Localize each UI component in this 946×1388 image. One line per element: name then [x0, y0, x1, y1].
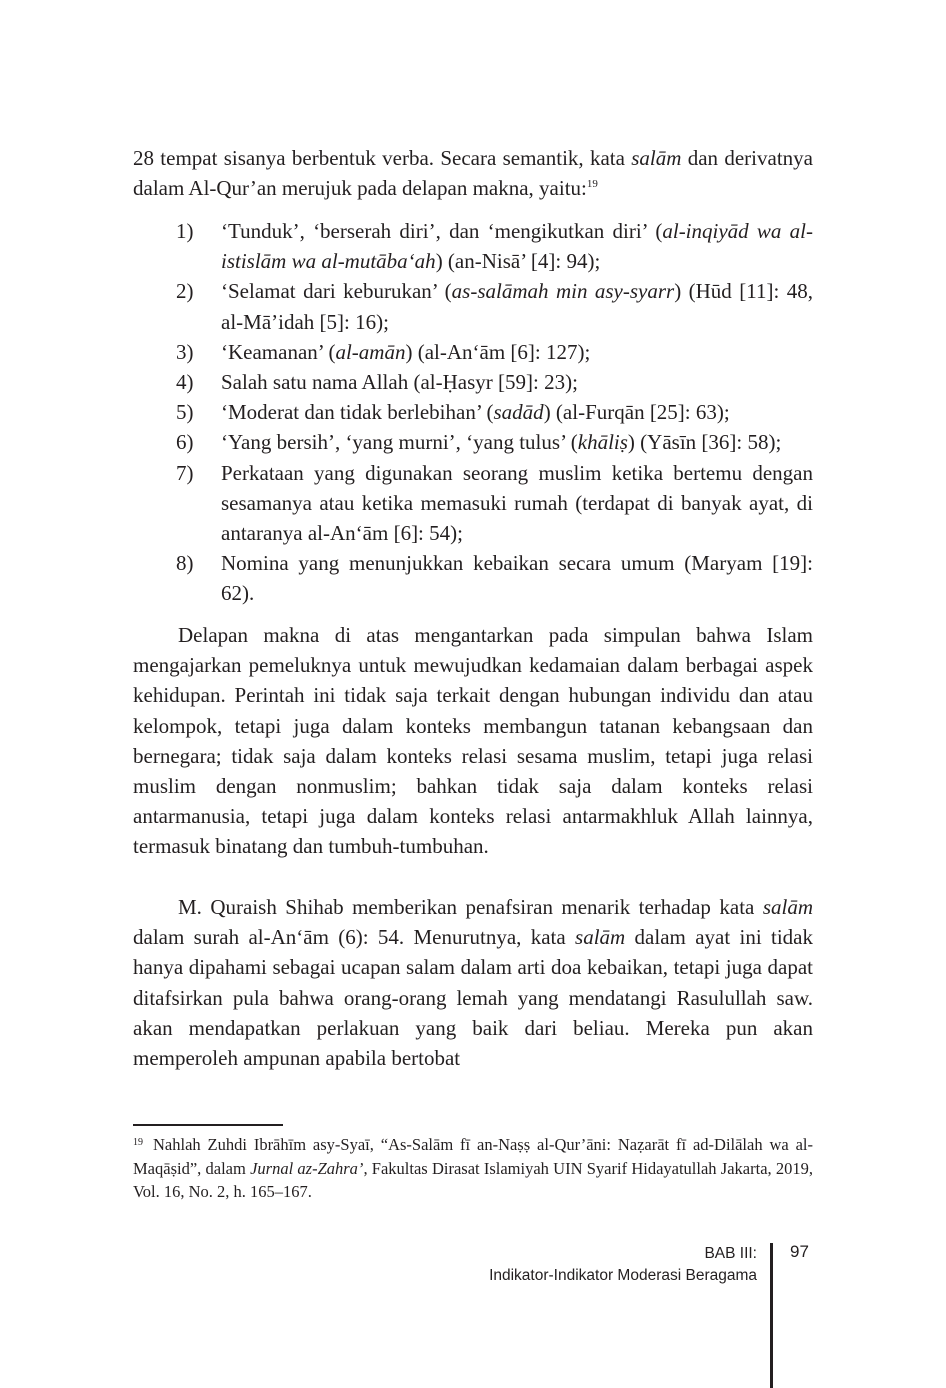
running-header [489, 1243, 757, 1287]
list-item: 2) ‘Selamat dari keburukan’ (as-salāmah min asy-syarr) (Hūd [11]: 48, al-Mā’idah [5]: 16); [176, 279, 813, 334]
chapter-title: Indikator-Indikator Moderasi Beragama [489, 1267, 757, 1284]
chapter-label: BAB III: [704, 1245, 757, 1262]
body-paragraph: Delapan makna di atas mengantarkan pada simpulan bahwa Islam mengajarkan pemeluknya untuk mewujudkan kedamaian dalam berbagai aspek kehidupan. Perintah ini tidak saja terkait dengan hubungan individu dan atau kelompok, tetapi juga dalam konteks membangun tatanan kebangsaan dan bernegara; tidak saja dalam konteks relasi sesama muslim, tetapi juga relasi muslim dengan nonmuslim; bahkan tidak saja dalam konteks relasi antarmanusia, tetapi juga dalam konteks relasi antarmakhluk Allah lainnya, termasuk binatang dan tumbuh-tumbuhan. [133, 623, 813, 859]
list-item: 8) Nomina yang menunjukkan kebaikan secara umum (Maryam [19]: 62). [176, 551, 813, 606]
meanings-list [133, 216, 813, 609]
list-item: 1) ‘Tunduk’, ‘berserah diri’, dan ‘mengikutkan diri’ (al-inqiyād wa al-istislām wa al-mutāba‘ah) (an-Nisā’ [4]: 94); [176, 219, 813, 274]
opening-paragraph: 28 tempat sisanya berbentuk verba. Secara semantik, kata salām dan derivatnya dalam Al-Qur’an merujuk pada delapan makna, yaitu:$^{19}$ [133, 146, 813, 201]
body-paragraph: M. Quraish Shihab memberikan penafsiran menarik terhadap kata salām dalam surah al-An‘ām (6): 54. Menurutnya, kata salām dalam ayat ini tidak hanya dipahami sebagai ucapan salam dalam arti doa kebaikan, tetapi juga dapat ditafsirkan pula bahwa orang-orang lemah yang mendatangi Rasulullah saw. akan mendapatkan perlakuan yang baik dari beliau. Mereka pun akan memperoleh ampunan apabila bertobat [133, 895, 813, 1071]
page-number: 97 [790, 1242, 809, 1261]
list-item: 7) Perkataan yang digunakan seorang muslim ketika bertemu dengan sesamanya atau ketika memasuki rumah (terdapat di banyak ayat, di antaranya al-An‘ām [6]: 54); [176, 460, 813, 546]
list-item: 5) ‘Moderat dan tidak berlebihan’ (sadād) (al-Furqān [25]: 63); [176, 400, 730, 425]
list-item: 4) Salah satu nama Allah (al-Ḥasyr [59]: 23); [176, 370, 578, 395]
footnote-divider [133, 1124, 283, 1126]
vertical-divider [770, 1243, 773, 1388]
footnote-number: 19 [133, 1137, 143, 1148]
list-item: 6) ‘Yang bersih’, ‘yang murni’, ‘yang tulus’ (khāliṣ) (Yāsīn [36]: 58); [176, 430, 782, 455]
footnote: $^{19}$ Nahlah Zuhdi Ibrāhīm asy-Syaī, “As-Salām fī an-Naṣṣ al-Qur’āni: Naẓarāt fī ad-Dilālah wa al-Maqāṣid”, dalam Jurnal az-Zahra’, Fakultas Dirasat Islamiyah UIN Syarif Hidayatullah Jakarta, 2019, Vol. 16, No. 2, h. 165–167. [133, 1135, 814, 1201]
footnote-reference[interactable]: 19 [586, 178, 598, 191]
list-item: 3) ‘Keamanan’ (al-amān) (al-An‘ām [6]: 127); [176, 339, 591, 364]
